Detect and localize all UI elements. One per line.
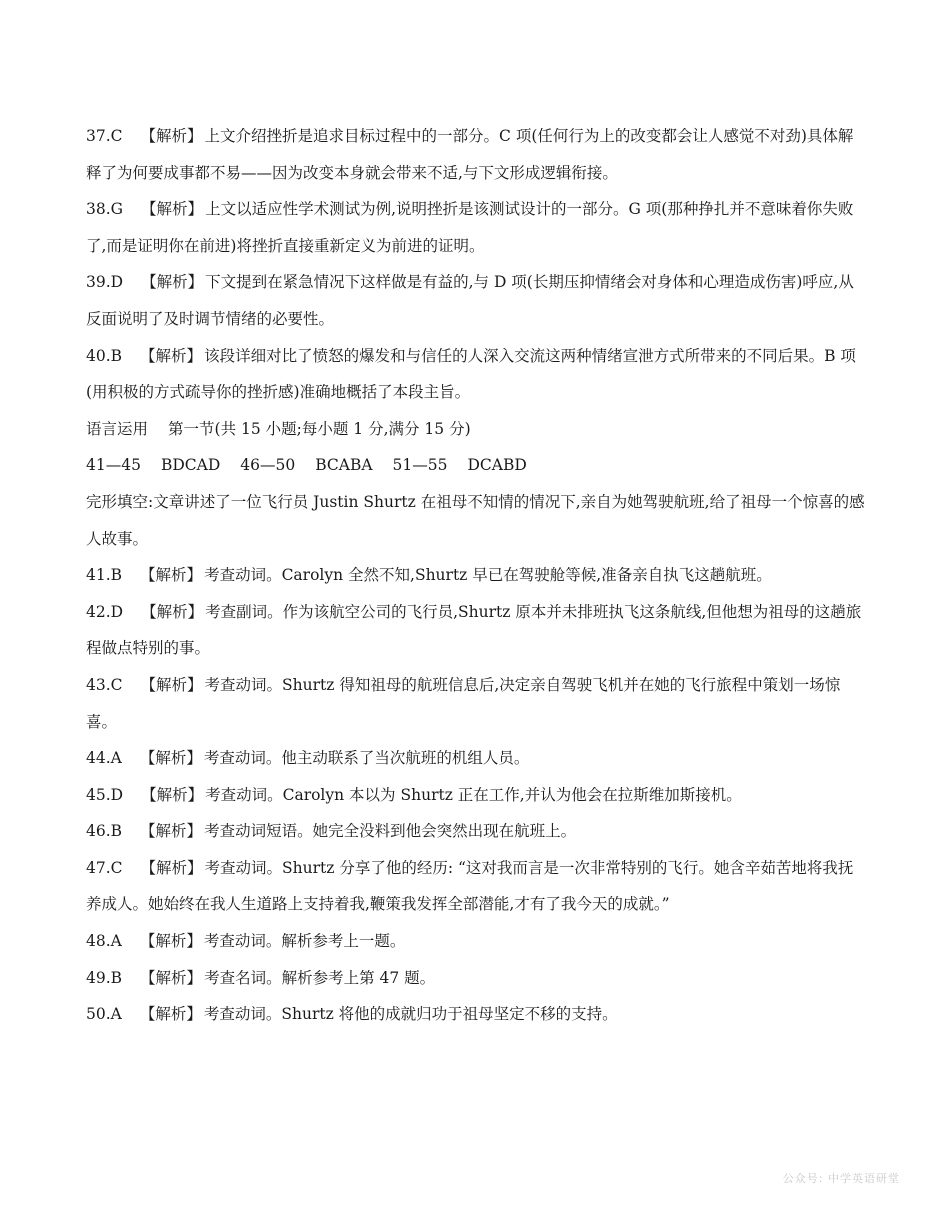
analysis-tag: 【解析】 xyxy=(141,602,204,621)
item-number: 42.D xyxy=(86,602,124,621)
analysis-text: 下文提到在紧急情况下这样做是有益的,与 D 项(长期压抑情绪会对身体和心理造成伤害)呼应,从反面说明了及时调节情绪的必要性。 xyxy=(86,273,854,328)
item-number: 41.B xyxy=(86,566,123,585)
answer-range: 46—50 xyxy=(240,456,296,475)
answer-letters: DCABD xyxy=(467,456,527,475)
item-number: 38.G xyxy=(86,200,124,219)
analysis-text: 考查动词。Shurtz 分享了他的经历: “这对我而言是一次非常特别的飞行。她含辛茹苦地将我抚养成人。她始终在我人生道路上支持着我,鞭策我发挥全部潜能,才有了我今天的成就。” xyxy=(86,858,854,914)
section-heading xyxy=(86,411,868,448)
item-number: 43.C xyxy=(86,675,123,694)
analysis-text: 考查动词。Carolyn 全然不知,Shurtz 早已在驾驶舱等候,准备亲自执飞这趟航班。 xyxy=(204,566,772,585)
answer-item-50 xyxy=(86,996,868,1033)
item-number: 49.B xyxy=(86,968,123,987)
analysis-tag: 【解析】 xyxy=(141,273,204,292)
answer-item-47 xyxy=(86,850,868,923)
analysis-tag: 【解析】 xyxy=(140,346,203,365)
analysis-tag: 【解析】 xyxy=(139,749,202,768)
section-title: 语言运用 xyxy=(86,419,149,438)
analysis-tag: 【解析】 xyxy=(139,932,202,951)
item-number: 48.A xyxy=(86,932,122,951)
watermark: 公众号: 中学英语研堂 xyxy=(782,1172,900,1185)
analysis-tag: 【解析】 xyxy=(139,1005,202,1024)
analysis-tag: 【解析】 xyxy=(140,675,203,694)
analysis-text: 上文介绍挫折是追求目标过程中的一部分。C 项(任何行为上的改变都会让人感觉不对劲)具体解释了为何要成事都不易——因为改变本身就会带来不适,与下文形成逻辑衔接。 xyxy=(86,127,854,182)
answer-item-43 xyxy=(86,667,868,740)
item-number: 37.C xyxy=(86,127,123,145)
analysis-text: 考查动词。Carolyn 本以为 Shurtz 正在工作,并认为他会在拉斯维加斯接机。 xyxy=(205,785,742,804)
cloze-summary: 完形填空:文章讲述了一位飞行员 Justin Shurtz 在祖母不知情的情况下,亲自为她驾驶航班,给了祖母一个惊喜的感人故事。 xyxy=(86,492,865,548)
answer-letters: BCABA xyxy=(315,456,373,475)
answer-item-46 xyxy=(86,813,868,850)
answer-range: 51—55 xyxy=(392,456,448,475)
item-number: 47.C xyxy=(86,858,123,877)
analysis-text: 考查动词。Shurtz 得知祖母的航班信息后,决定亲自驾驶飞机并在她的飞行旅程中策划一场惊喜。 xyxy=(86,675,841,731)
answer-item-48 xyxy=(86,923,868,960)
answer-item-49 xyxy=(86,960,868,997)
analysis-tag: 【解析】 xyxy=(140,127,203,145)
analysis-tag: 【解析】 xyxy=(141,200,204,219)
item-number: 39.D xyxy=(86,273,124,292)
analysis-text: 该段详细对比了愤怒的爆发和与信任的人深入交流这两种情绪宣泄方式所带来的不同后果。B 项(用积极的方式疏导你的挫折感)准确地概括了本段主旨。 xyxy=(86,346,856,402)
analysis-tag: 【解析】 xyxy=(141,785,204,804)
analysis-text: 考查动词。Shurtz 将他的成就归功于祖母坚定不移的支持。 xyxy=(203,1005,618,1024)
answer-item-41 xyxy=(86,557,868,594)
analysis-text: 考查动词。他主动联系了当次航班的机组人员。 xyxy=(203,749,530,768)
item-number: 50.A xyxy=(86,1005,122,1024)
analysis-tag: 【解析】 xyxy=(140,822,203,841)
analysis-tag: 【解析】 xyxy=(140,566,203,585)
analysis-text: 上文以适应性学术测试为例,说明挫折是该测试设计的一部分。G 项(那种挣扎并不意味着你失败了,而是证明你在前进)将挫折直接重新定义为前进的证明。 xyxy=(86,200,854,255)
section-subtitle: 第一节(共 15 小题;每小题 1 分,满分 15 分) xyxy=(168,419,471,438)
item-number: 40.B xyxy=(86,346,123,365)
answer-item-38 xyxy=(86,191,868,264)
answer-letters: BDCAD xyxy=(160,456,221,475)
analysis-text: 考查动词短语。她完全没料到他会突然出现在航班上。 xyxy=(204,822,577,841)
answer-item-39 xyxy=(86,264,868,337)
answer-item-45 xyxy=(86,777,868,814)
analysis-tag: 【解析】 xyxy=(140,968,203,987)
item-number: 45.D xyxy=(86,785,124,804)
answer-item-37 xyxy=(86,118,868,191)
answer-item-42 xyxy=(86,594,868,667)
answer-item-44 xyxy=(86,740,868,777)
analysis-tag: 【解析】 xyxy=(140,858,203,877)
item-number: 44.A xyxy=(86,749,122,768)
item-number: 46.B xyxy=(86,822,123,841)
analysis-text: 考查副词。作为该航空公司的飞行员,Shurtz 原本并未排班执飞这条航线,但他想为祖母的这趟旅程做点特别的事。 xyxy=(86,602,862,658)
answer-content xyxy=(86,118,868,1033)
analysis-text: 考查名词。解析参考上第 47 题。 xyxy=(204,968,436,987)
analysis-text: 考查动词。解析参考上一题。 xyxy=(203,932,406,951)
answer-key-line xyxy=(86,447,868,484)
answer-range: 41—45 xyxy=(86,456,141,475)
answer-item-40 xyxy=(86,338,868,411)
